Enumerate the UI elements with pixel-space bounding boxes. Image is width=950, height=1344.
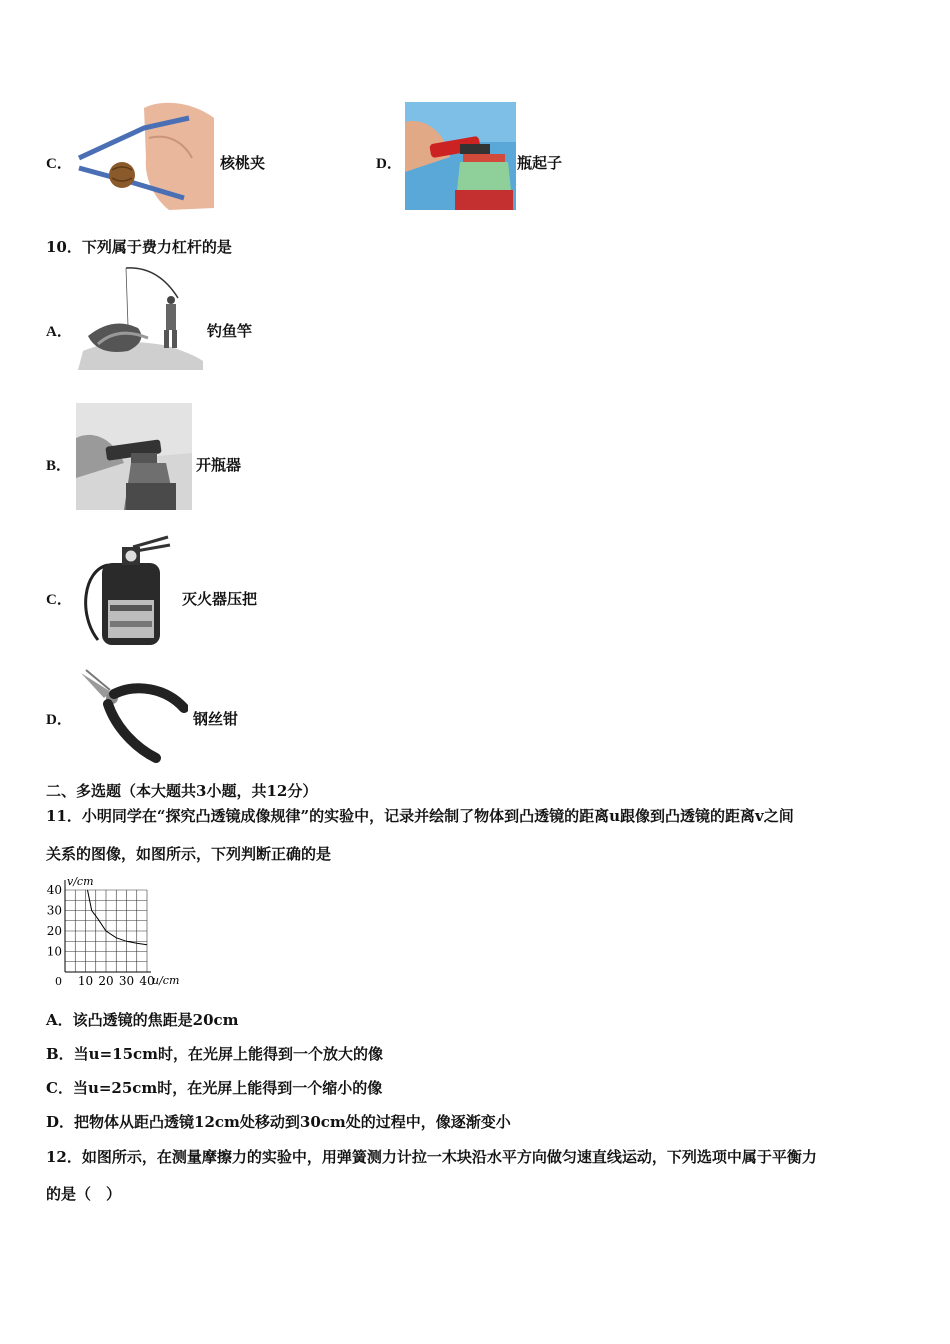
y-tick-label: 10 [46, 944, 62, 959]
q11-option-b: B．当u=15cm时，在光屏上能得到一个放大的像 [46, 1045, 384, 1063]
q10-option-a-label: A． [46, 324, 72, 340]
q9-option-d-caption: 瓶起子 [517, 154, 563, 172]
q10-option-d-label: D． [46, 712, 72, 728]
q10-option-d-caption: 钢丝钳 [193, 710, 239, 728]
q10-option-c-caption: 灭火器压把 [182, 590, 258, 608]
q10-option-a-caption: 钓鱼竿 [207, 322, 253, 340]
bottle-opener-image [405, 102, 516, 210]
fishing-rod-image [78, 266, 206, 370]
y-tick-label: 20 [46, 924, 62, 938]
y-tick-label: 30 [46, 903, 62, 918]
q11-option-d: D．把物体从距凸透镜12cm处移动到30cm处的过程中，像逐渐变小 [46, 1113, 511, 1131]
y-tick-labels [47, 883, 62, 959]
q12-stem-line2: 的是（ ） [46, 1185, 122, 1203]
bottle-opener-gray-image [76, 403, 192, 510]
pliers-image [76, 668, 188, 764]
q9-option-c-label: C． [46, 156, 72, 172]
q12-stem-line1: 12．如图所示，在测量摩擦力的实验中，用弹簧测力计拉一木块沿水平方向做匀速直线运动，下列选项中属于平衡力 [46, 1148, 817, 1166]
lens-chart-svg [40, 872, 200, 992]
q10-option-c-label: C． [46, 592, 72, 608]
v-u-curve [88, 890, 148, 945]
q10-option-b-caption: 开瓶器 [196, 456, 242, 474]
x-axis-label: u/cm [152, 974, 180, 987]
y-axis-label: v/cm [67, 875, 94, 888]
x-tick-label: 30 [118, 974, 135, 988]
q11-stem-line2: 关系的图像，如图所示，下列判断正确的是 [46, 845, 332, 863]
x-tick-label: 40 [139, 974, 155, 988]
q9-option-c-caption: 核桃夹 [220, 154, 266, 172]
x-tick-label: 20 [98, 974, 114, 988]
fire-extinguisher-image [78, 535, 174, 645]
q11-option-c: C．当u=25cm时，在光屏上能得到一个缩小的像 [46, 1079, 383, 1097]
lens-chart [40, 872, 200, 992]
x-tick-labels [78, 974, 155, 988]
y-tick-label: 40 [46, 883, 62, 897]
q10-stem: 10．下列属于费力杠杆的是 [46, 238, 232, 256]
q10-option-b-label: B． [46, 458, 72, 474]
q9-option-d-label: D． [376, 156, 402, 172]
q11-option-a: A．该凸透镜的焦距是20cm [46, 1011, 239, 1029]
x-tick-label: 10 [77, 974, 94, 988]
origin-label: 0 [55, 975, 62, 988]
q11-stem-line1: 11．小明同学在“探究凸透镜成像规律”的实验中，记录并绘制了物体到凸透镜的距离u跟像到凸透镜的距离v之间 [46, 807, 794, 825]
nutcracker-image [74, 98, 220, 212]
section-heading: 二、多选题（本大题共3小题，共12分） [46, 782, 318, 800]
